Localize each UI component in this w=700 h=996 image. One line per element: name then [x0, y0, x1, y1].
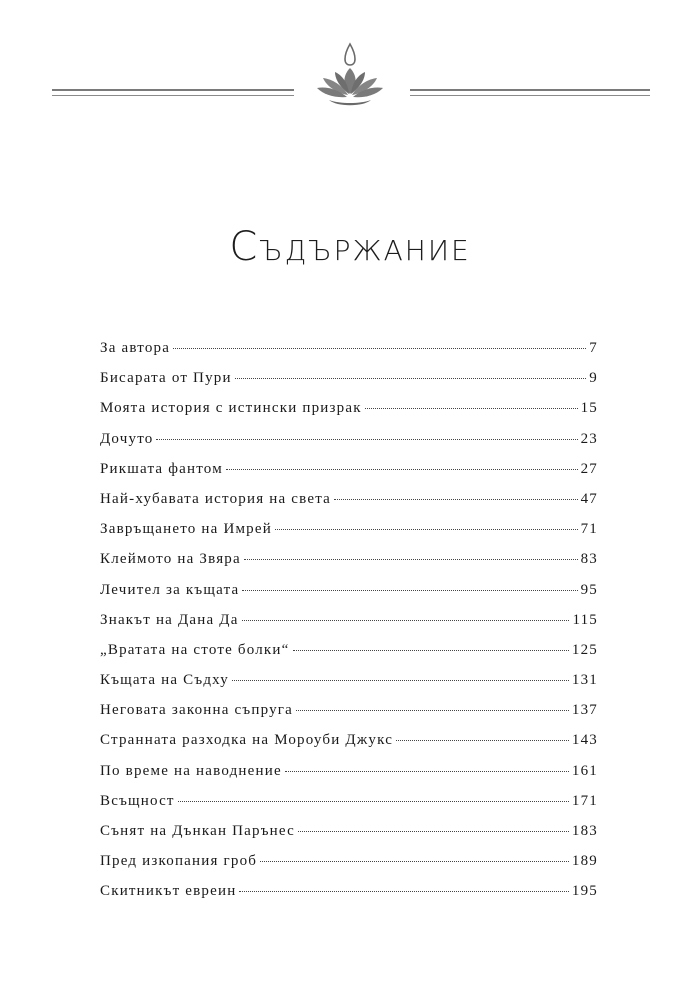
toc-entry-page: 189: [571, 853, 598, 870]
leader-dots: [293, 649, 569, 651]
toc-entry[interactable]: [100, 732, 598, 762]
toc-entry-title: Неговата законна съпруга: [100, 702, 293, 719]
toc-entry[interactable]: [100, 853, 598, 883]
leader-dots: [396, 739, 569, 741]
toc-entry[interactable]: [100, 793, 598, 823]
toc-entry[interactable]: [100, 672, 598, 702]
toc-entry-page: 71: [580, 521, 598, 538]
leader-dots: [260, 860, 569, 862]
toc-entry[interactable]: [100, 461, 598, 491]
toc-entry-title: Дочуто: [100, 430, 154, 447]
leader-dots: [232, 679, 569, 681]
leader-dots: [235, 377, 587, 379]
toc-entry[interactable]: [100, 823, 598, 853]
toc-entry-title: За автора: [100, 340, 171, 356]
toc-entry-title: Всъщност: [100, 792, 175, 809]
toc-entry-title: Странната разходка на Мороуби Джукс: [100, 732, 394, 749]
toc-entry-page: 195: [571, 883, 598, 900]
page-title: Съдържание: [229, 224, 471, 270]
leader-dots: [156, 438, 577, 440]
leader-dots: [365, 407, 578, 409]
toc-entry-title: „Вратата на стоте болки“: [100, 641, 290, 658]
toc-entry[interactable]: [100, 883, 598, 913]
leader-dots: [242, 589, 577, 591]
toc-entry-page: 83: [580, 551, 598, 568]
toc-entry-title: Пред изкопания гроб: [100, 853, 258, 870]
header-ornament: [0, 42, 700, 112]
toc-entry-title: Скитникът евреин: [100, 883, 237, 900]
toc-entry[interactable]: [100, 370, 598, 400]
toc-entry-title: Моята история с истински призрак: [100, 400, 362, 417]
toc-entry-page: 115: [572, 611, 598, 628]
toc-entry-title: Знакът на Дана Да: [100, 611, 239, 628]
toc-entry-page: 23: [580, 430, 598, 447]
table-of-contents: [100, 340, 598, 914]
toc-entry[interactable]: [100, 582, 598, 612]
toc-entry[interactable]: [100, 702, 598, 732]
toc-entry-page: 143: [571, 732, 598, 749]
toc-entry-page: 7: [589, 340, 598, 356]
leader-dots: [173, 347, 586, 349]
toc-entry-page: 125: [571, 641, 598, 658]
toc-entry[interactable]: [100, 763, 598, 793]
toc-entry[interactable]: [100, 340, 598, 370]
toc-entry[interactable]: [100, 551, 598, 581]
toc-entry-title: Завръщането на Имрей: [100, 521, 272, 538]
leader-dots: [242, 619, 570, 621]
leader-dots: [296, 709, 569, 711]
toc-entry-page: 137: [571, 702, 598, 719]
toc-entry-title: Клеймото на Звяра: [100, 551, 241, 568]
toc-entry-title: Бисарата от Пури: [100, 370, 232, 387]
toc-entry-page: 131: [571, 672, 598, 689]
leader-dots: [298, 830, 569, 832]
leader-dots: [239, 890, 568, 892]
toc-entry-title: Рикшата фантом: [100, 460, 223, 477]
toc-entry-page: 183: [571, 823, 598, 839]
leader-dots: [334, 498, 578, 500]
toc-entry-page: 15: [580, 400, 598, 417]
leader-dots: [226, 468, 578, 470]
toc-entry-page: 27: [580, 460, 598, 477]
toc-entry-page: 95: [580, 581, 598, 598]
toc-entry-page: 9: [589, 370, 598, 387]
leader-dots: [285, 770, 569, 772]
toc-entry-title: Лечител за къщата: [100, 581, 240, 598]
leader-dots: [178, 800, 569, 802]
toc-entry[interactable]: [100, 431, 598, 461]
toc-entry-title: По време на наводнение: [100, 762, 282, 779]
toc-entry-page: 161: [571, 762, 598, 779]
leader-dots: [275, 528, 578, 530]
toc-entry-page: 171: [571, 792, 598, 809]
toc-entry[interactable]: [100, 521, 598, 551]
toc-entry-title: Най-хубавата история на света: [100, 490, 331, 507]
toc-entry[interactable]: [100, 491, 598, 521]
leader-dots: [244, 558, 578, 560]
toc-entry[interactable]: [100, 400, 598, 430]
toc-entry-title: Сънят на Дънкан Парънес: [100, 823, 296, 839]
toc-entry[interactable]: [100, 642, 598, 672]
toc-entry-title: Къщата на Съдху: [100, 672, 229, 689]
toc-entry[interactable]: [100, 612, 598, 642]
toc-entry-page: 47: [580, 490, 598, 507]
lotus-icon: [305, 42, 395, 108]
